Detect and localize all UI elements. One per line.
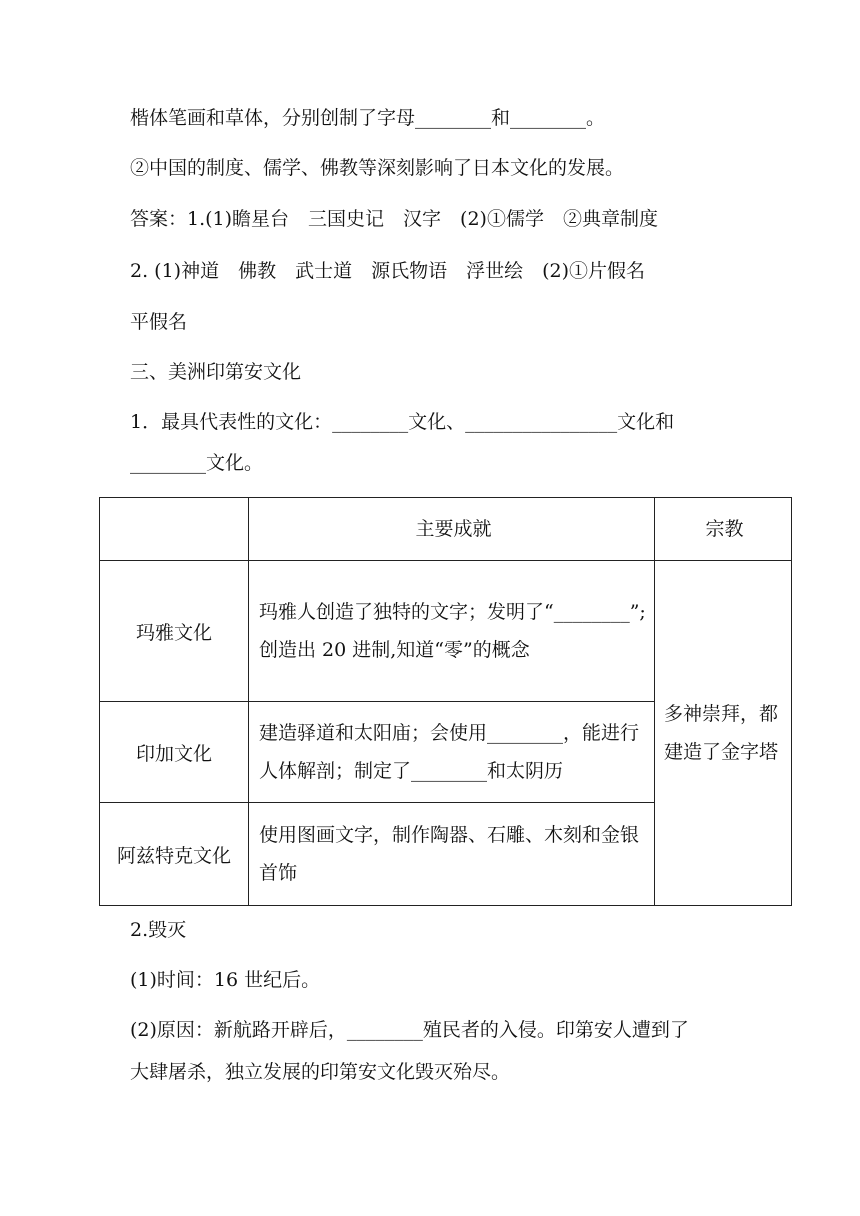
- achievement-cell: 玛雅人创造了独特的文字；发明了“________”;创造出 20 进制,知道“零”的概念: [249, 561, 655, 702]
- text-line: 大肆屠杀，独立发展的印第安文化毁灭殆尽。: [130, 1061, 511, 1083]
- answer-line: 答案：1.(1)瞻星台 三国史记 汉字 (2)①儒学 ②典章制度: [130, 208, 658, 230]
- culture-name-cell: 印加文化: [100, 702, 249, 803]
- achievement-cell: 使用图画文字，制作陶器、石雕、木刻和金银首饰: [249, 803, 655, 906]
- answer-line: 2. (1)神道 佛教 武士道 源氏物语 浮世绘 (2)①片假名: [130, 260, 645, 282]
- section-heading: 三、美洲印第安文化: [130, 361, 302, 383]
- question-line: ________文化。: [130, 452, 264, 474]
- table-header-row: [100, 498, 792, 561]
- text-line: 楷体笔画和草体，分别创制了字母________和________。: [130, 107, 606, 129]
- text-line: 2.毁灭: [130, 919, 187, 941]
- table-row: [100, 561, 792, 702]
- text-line: (2)原因：新航路开辟后，________殖民者的入侵。印第安人遭到了: [130, 1019, 689, 1041]
- header-cell: 宗教: [655, 498, 792, 561]
- text-line: ②中国的制度、儒学、佛教等深刻影响了日本文化的发展。: [130, 157, 625, 179]
- question-line: 1．最具代表性的文化：________文化、________________文化和: [130, 411, 675, 433]
- culture-table: [99, 497, 792, 906]
- text-line: (1)时间：16 世纪后。: [130, 969, 321, 991]
- header-cell: 主要成就: [249, 498, 655, 561]
- answer-line: 平假名: [130, 311, 188, 333]
- culture-name-cell: 玛雅文化: [100, 561, 249, 702]
- header-cell: [100, 498, 249, 561]
- culture-name-cell: 阿兹特克文化: [100, 803, 249, 906]
- religion-cell: 多神崇拜，都建造了金字塔: [655, 561, 792, 906]
- achievement-cell: 建造驿道和太阳庙；会使用________，能进行人体解剖；制定了________和太阴历: [249, 702, 655, 803]
